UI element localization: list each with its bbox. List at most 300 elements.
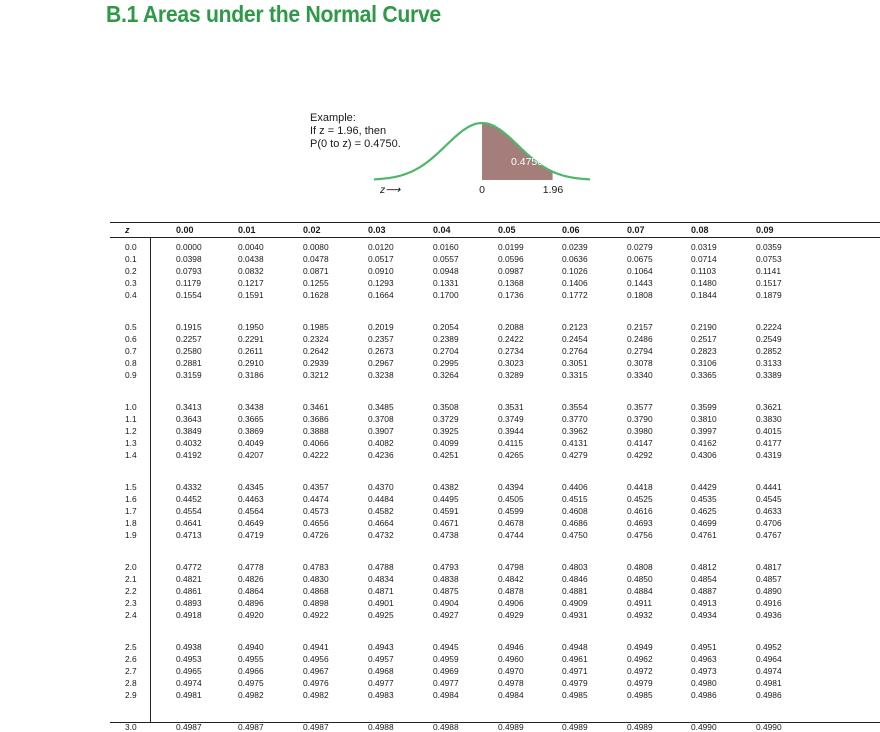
table-cell: 0.4525 — [627, 494, 653, 505]
table-cell: 0.3749 — [498, 414, 524, 425]
table-cell: 0.4192 — [176, 450, 202, 461]
table-cell: 0.1591 — [238, 290, 264, 301]
table-cell: 0.4988 — [368, 722, 394, 732]
table-cell: 0.3212 — [303, 370, 329, 381]
table-cell: 0.4943 — [368, 642, 394, 652]
row-z-label: 0.0 — [125, 242, 137, 252]
table-cell: 0.3665 — [238, 414, 264, 425]
table-cell: 0.0199 — [498, 242, 524, 252]
table-cell: 0.3962 — [562, 426, 588, 437]
z-column-rule — [150, 237, 151, 722]
row-z-label: 0.9 — [125, 370, 137, 381]
table-cell: 0.1406 — [562, 278, 588, 289]
table-cell: 0.2881 — [176, 358, 202, 369]
table-cell: 0.4985 — [627, 690, 653, 701]
table-cell: 0.4616 — [627, 506, 653, 517]
table-cell: 0.4881 — [562, 586, 588, 597]
table-cell: 0.4332 — [176, 482, 202, 492]
table-cell: 0.4893 — [176, 598, 202, 609]
table-cell: 0.4495 — [433, 494, 459, 505]
table-cell: 0.4967 — [303, 666, 329, 677]
table-cell: 0.3438 — [238, 402, 264, 412]
table-cell: 0.1443 — [627, 278, 653, 289]
table-cell: 0.4973 — [691, 666, 717, 677]
table-cell: 0.4901 — [368, 598, 394, 609]
row-z-label: 2.9 — [125, 690, 137, 701]
header-col: 0.09 — [756, 225, 774, 235]
table-cell: 0.3708 — [368, 414, 394, 425]
table-cell: 0.1480 — [691, 278, 717, 289]
table-cell: 0.1064 — [627, 266, 653, 277]
table-top-rule — [110, 222, 880, 223]
table-cell: 0.4441 — [756, 482, 782, 492]
table-cell: 0.4941 — [303, 642, 329, 652]
row-z-label: 0.5 — [125, 322, 137, 332]
table-cell: 0.4936 — [756, 610, 782, 621]
table-cell: 0.4966 — [238, 666, 264, 677]
table-cell: 0.4971 — [562, 666, 588, 677]
table-cell: 0.4641 — [176, 518, 202, 529]
row-z-label: 2.3 — [125, 598, 137, 609]
table-cell: 0.4969 — [433, 666, 459, 677]
table-cell: 0.4292 — [627, 450, 653, 461]
table-cell: 0.1628 — [303, 290, 329, 301]
row-z-label: 1.8 — [125, 518, 137, 529]
table-cell: 0.0753 — [756, 254, 782, 265]
table-cell: 0.4452 — [176, 494, 202, 505]
row-z-label: 1.2 — [125, 426, 137, 437]
table-cell: 0.4803 — [562, 562, 588, 572]
table-cell: 0.4927 — [433, 610, 459, 621]
row-z-label: 2.6 — [125, 654, 137, 665]
table-cell: 0.4656 — [303, 518, 329, 529]
table-cell: 0.4625 — [691, 506, 717, 517]
table-cell: 0.4131 — [562, 438, 588, 449]
table-cell: 0.4918 — [176, 610, 202, 621]
table-cell: 0.2794 — [627, 346, 653, 357]
table-cell: 0.2939 — [303, 358, 329, 369]
table-cell: 0.4948 — [562, 642, 588, 652]
table-cell: 0.0675 — [627, 254, 653, 265]
table-cell: 0.4783 — [303, 562, 329, 572]
table-cell: 0.4989 — [627, 722, 653, 732]
table-cell: 0.4964 — [756, 654, 782, 665]
table-cell: 0.4306 — [691, 450, 717, 461]
table-cell: 0.3686 — [303, 414, 329, 425]
table-cell: 0.2910 — [238, 358, 264, 369]
example-line-2: If z = 1.96, then — [310, 125, 387, 137]
table-cell: 0.4931 — [562, 610, 588, 621]
table-cell: 0.4798 — [498, 562, 524, 572]
table-cell: 0.4953 — [176, 654, 202, 665]
table-cell: 0.4463 — [238, 494, 264, 505]
table-cell: 0.4177 — [756, 438, 782, 449]
table-cell: 0.4664 — [368, 518, 394, 529]
table-cell: 0.1950 — [238, 322, 264, 332]
table-cell: 0.4015 — [756, 426, 782, 437]
table-cell: 0.4975 — [238, 678, 264, 689]
table-cell: 0.3577 — [627, 402, 653, 412]
table-cell: 0.4429 — [691, 482, 717, 492]
row-z-label: 0.7 — [125, 346, 137, 357]
table-cell: 0.3289 — [498, 370, 524, 381]
table-cell: 0.0000 — [176, 242, 202, 252]
table-cell: 0.4573 — [303, 506, 329, 517]
table-cell: 0.3023 — [498, 358, 524, 369]
header-col: 0.02 — [303, 225, 321, 235]
table-cell: 0.4564 — [238, 506, 264, 517]
table-cell: 0.2852 — [756, 346, 782, 357]
table-cell: 0.4977 — [433, 678, 459, 689]
table-cell: 0.2517 — [691, 334, 717, 345]
table-cell: 0.1664 — [368, 290, 394, 301]
table-cell: 0.4916 — [756, 598, 782, 609]
table-cell: 0.4608 — [562, 506, 588, 517]
row-z-label: 1.9 — [125, 530, 137, 541]
table-cell: 0.2486 — [627, 334, 653, 345]
table-cell: 0.1517 — [756, 278, 782, 289]
table-cell: 0.1554 — [176, 290, 202, 301]
table-cell: 0.0279 — [627, 242, 653, 252]
table-cell: 0.1915 — [176, 322, 202, 332]
z-value-label: 1.96 — [542, 184, 564, 196]
table-cell: 0.4633 — [756, 506, 782, 517]
table-cell: 0.4989 — [498, 722, 524, 732]
table-cell: 0.1103 — [691, 266, 716, 277]
table-cell: 0.4984 — [433, 690, 459, 701]
table-cell: 0.1026 — [562, 266, 588, 277]
table-cell: 0.4474 — [303, 494, 329, 505]
table-cell: 0.3729 — [433, 414, 459, 425]
table-cell: 0.4251 — [433, 450, 459, 461]
table-cell: 0.4990 — [756, 722, 782, 732]
table-cell: 0.4887 — [691, 586, 717, 597]
table-cell: 0.4988 — [433, 722, 459, 732]
row-z-label: 2.4 — [125, 610, 137, 621]
table-cell: 0.4970 — [498, 666, 524, 677]
table-cell: 0.3554 — [562, 402, 588, 412]
table-cell: 0.4875 — [433, 586, 459, 597]
table-cell: 0.4834 — [368, 574, 394, 585]
header-col: 0.04 — [433, 225, 451, 235]
table-cell: 0.4756 — [627, 530, 653, 541]
table-cell: 0.4982 — [238, 690, 264, 701]
table-cell: 0.0714 — [691, 254, 717, 265]
table-cell: 0.3461 — [303, 402, 329, 412]
row-z-label: 0.6 — [125, 334, 137, 345]
table-cell: 0.4962 — [627, 654, 653, 665]
table-cell: 0.2389 — [433, 334, 459, 345]
area-label: 0.4750 — [511, 156, 544, 168]
table-cell: 0.4972 — [627, 666, 653, 677]
table-cell: 0.2123 — [562, 322, 588, 332]
table-cell: 0.3051 — [562, 358, 588, 369]
table-cell: 0.4925 — [368, 610, 394, 621]
table-cell: 0.4983 — [368, 690, 394, 701]
table-cell: 0.4484 — [368, 494, 394, 505]
table-cell: 0.0120 — [368, 242, 394, 252]
header-col: 0.01 — [238, 225, 256, 235]
table-cell: 0.4817 — [756, 562, 782, 572]
table-cell: 0.4382 — [433, 482, 459, 492]
table-cell: 0.4861 — [176, 586, 202, 597]
table-cell: 0.4554 — [176, 506, 202, 517]
table-cell: 0.4987 — [303, 722, 329, 732]
table-cell: 0.0871 — [303, 266, 329, 277]
table-cell: 0.1179 — [176, 278, 201, 289]
table-cell: 0.0557 — [433, 254, 459, 265]
table-cell: 0.4884 — [627, 586, 653, 597]
table-cell: 0.4719 — [238, 530, 264, 541]
table-cell: 0.4515 — [562, 494, 588, 505]
table-cell: 0.4418 — [627, 482, 653, 492]
table-cell: 0.3997 — [691, 426, 717, 437]
table-cell: 0.2157 — [627, 322, 653, 332]
page-title: B.1 Areas under the Normal Curve — [106, 1, 441, 27]
table-cell: 0.4846 — [562, 574, 588, 585]
row-z-label: 0.8 — [125, 358, 137, 369]
table-cell: 0.0478 — [303, 254, 329, 265]
table-cell: 0.3413 — [176, 402, 202, 412]
row-z-label: 2.2 — [125, 586, 137, 597]
table-cell: 0.4842 — [498, 574, 524, 585]
table-cell: 0.0160 — [433, 242, 459, 252]
table-cell: 0.0080 — [303, 242, 329, 252]
table-cell: 0.3830 — [756, 414, 782, 425]
table-cell: 0.4965 — [176, 666, 202, 677]
table-cell: 0.4767 — [756, 530, 782, 541]
table-cell: 0.4706 — [756, 518, 782, 529]
table-cell: 0.3106 — [691, 358, 717, 369]
table-cell: 0.3599 — [691, 402, 717, 412]
table-cell: 0.4671 — [433, 518, 459, 529]
table-cell: 0.2054 — [433, 322, 459, 332]
table-cell: 0.3810 — [691, 414, 717, 425]
table-cell: 0.3643 — [176, 414, 202, 425]
table-cell: 0.4898 — [303, 598, 329, 609]
normal-curve-figure — [370, 100, 610, 200]
table-cell: 0.3238 — [368, 370, 394, 381]
table-cell: 0.3133 — [756, 358, 782, 369]
table-cell: 0.4955 — [238, 654, 264, 665]
table-cell: 0.4505 — [498, 494, 524, 505]
table-cell: 0.4591 — [433, 506, 459, 517]
table-cell: 0.4032 — [176, 438, 202, 449]
table-cell: 0.4990 — [691, 722, 717, 732]
header-z: z — [125, 225, 130, 235]
table-cell: 0.4854 — [691, 574, 717, 585]
table-cell: 0.2324 — [303, 334, 329, 345]
row-z-label: 0.1 — [125, 254, 137, 265]
table-cell: 0.4357 — [303, 482, 329, 492]
table-cell: 0.4896 — [238, 598, 264, 609]
table-cell: 0.2224 — [756, 322, 782, 332]
table-cell: 0.4761 — [691, 530, 717, 541]
row-z-label: 1.7 — [125, 506, 137, 517]
table-cell: 0.4830 — [303, 574, 329, 585]
table-cell: 0.1217 — [238, 278, 264, 289]
table-cell: 0.1368 — [498, 278, 524, 289]
table-cell: 0.4812 — [691, 562, 717, 572]
header-col: 0.05 — [498, 225, 516, 235]
table-cell: 0.1808 — [627, 290, 653, 301]
table-cell: 0.3790 — [627, 414, 653, 425]
table-cell: 0.4394 — [498, 482, 524, 492]
table-cell: 0.4986 — [756, 690, 782, 701]
table-cell: 0.4890 — [756, 586, 782, 597]
table-cell: 0.0040 — [238, 242, 264, 252]
row-z-label: 1.3 — [125, 438, 137, 449]
table-cell: 0.4222 — [303, 450, 329, 461]
table-cell: 0.4960 — [498, 654, 524, 665]
table-cell: 0.4868 — [303, 586, 329, 597]
table-cell: 0.2995 — [433, 358, 459, 369]
table-cell: 0.4744 — [498, 530, 524, 541]
table-cell: 0.4904 — [433, 598, 459, 609]
table-cell: 0.4940 — [238, 642, 264, 652]
table-cell: 0.4920 — [238, 610, 264, 621]
table-cell: 0.4949 — [627, 642, 653, 652]
table-cell: 0.4726 — [303, 530, 329, 541]
table-cell: 0.4162 — [691, 438, 717, 449]
table-cell: 0.1879 — [756, 290, 782, 301]
table-cell: 0.4599 — [498, 506, 524, 517]
table-cell: 0.2291 — [238, 334, 264, 345]
table-cell: 0.2642 — [303, 346, 329, 357]
table-cell: 0.2611 — [238, 346, 263, 357]
table-cell: 0.3340 — [627, 370, 653, 381]
table-cell: 0.4922 — [303, 610, 329, 621]
row-z-label: 2.0 — [125, 562, 137, 572]
table-cell: 0.0319 — [691, 242, 717, 252]
table-cell: 0.3264 — [433, 370, 459, 381]
row-z-label: 0.2 — [125, 266, 137, 277]
table-cell: 0.0832 — [238, 266, 264, 277]
table-cell: 0.4693 — [627, 518, 653, 529]
table-cell: 0.4406 — [562, 482, 588, 492]
table-cell: 0.4957 — [368, 654, 394, 665]
header-col: 0.08 — [691, 225, 709, 235]
table-cell: 0.2454 — [562, 334, 588, 345]
table-cell: 0.4977 — [368, 678, 394, 689]
table-cell: 0.1141 — [756, 266, 781, 277]
table-cell: 0.2734 — [498, 346, 524, 357]
table-cell: 0.3186 — [238, 370, 264, 381]
table-cell: 0.4932 — [627, 610, 653, 621]
table-cell: 0.4929 — [498, 610, 524, 621]
table-cell: 0.4906 — [498, 598, 524, 609]
table-cell: 0.4909 — [562, 598, 588, 609]
table-cell: 0.4236 — [368, 450, 394, 461]
table-cell: 0.4838 — [433, 574, 459, 585]
row-z-label: 1.5 — [125, 482, 137, 492]
table-cell: 0.4699 — [691, 518, 717, 529]
table-cell: 0.3365 — [691, 370, 717, 381]
table-cell: 0.2190 — [691, 322, 717, 332]
table-cell: 0.4979 — [562, 678, 588, 689]
table-cell: 0.4265 — [498, 450, 524, 461]
table-cell: 0.4911 — [627, 598, 652, 609]
table-cell: 0.4649 — [238, 518, 264, 529]
table-cell: 0.4793 — [433, 562, 459, 572]
table-cell: 0.2357 — [368, 334, 394, 345]
table-cell: 0.2019 — [368, 322, 394, 332]
table-cell: 0.4713 — [176, 530, 202, 541]
table-cell: 0.4778 — [238, 562, 264, 572]
table-cell: 0.4788 — [368, 562, 394, 572]
table-cell: 0.1844 — [691, 290, 717, 301]
table-cell: 0.4319 — [756, 450, 782, 461]
row-z-label: 0.4 — [125, 290, 137, 301]
table-cell: 0.4850 — [627, 574, 653, 585]
table-cell: 0.2257 — [176, 334, 202, 345]
table-cell: 0.3621 — [756, 402, 782, 412]
table-cell: 0.4980 — [691, 678, 717, 689]
shaded-area — [482, 123, 553, 180]
header-col: 0.03 — [368, 225, 386, 235]
table-cell: 0.3907 — [368, 426, 394, 437]
table-cell: 0.4279 — [562, 450, 588, 461]
table-cell: 0.0636 — [562, 254, 588, 265]
table-cell: 0.3485 — [368, 402, 394, 412]
table-cell: 0.3888 — [303, 426, 329, 437]
table-cell: 0.4738 — [433, 530, 459, 541]
table-cell: 0.4545 — [756, 494, 782, 505]
table-cell: 0.2764 — [562, 346, 588, 357]
table-cell: 0.4956 — [303, 654, 329, 665]
table-cell: 0.2580 — [176, 346, 202, 357]
table-cell: 0.4750 — [562, 530, 588, 541]
table-cell: 0.4982 — [303, 690, 329, 701]
header-col: 0.07 — [627, 225, 645, 235]
table-cell: 0.4871 — [368, 586, 394, 597]
table-cell: 0.0793 — [176, 266, 202, 277]
row-z-label: 1.1 — [125, 414, 137, 425]
table-cell: 0.4582 — [368, 506, 394, 517]
table-cell: 0.3315 — [562, 370, 588, 381]
table-cell: 0.4985 — [562, 690, 588, 701]
table-cell: 0.4938 — [176, 642, 202, 652]
table-cell: 0.4934 — [691, 610, 717, 621]
row-z-label: 0.3 — [125, 278, 137, 289]
table-cell: 0.1736 — [498, 290, 524, 301]
table-cell: 0.4826 — [238, 574, 264, 585]
example-line-1: Example: — [310, 112, 356, 124]
table-cell: 0.4987 — [238, 722, 264, 732]
table-cell: 0.4987 — [176, 722, 202, 732]
table-cell: 0.3770 — [562, 414, 588, 425]
table-cell: 0.2673 — [368, 346, 394, 357]
table-cell: 0.0948 — [433, 266, 459, 277]
table-cell: 0.4979 — [627, 678, 653, 689]
table-cell: 0.4951 — [691, 642, 717, 652]
table-cell: 0.4066 — [303, 438, 329, 449]
table-cell: 0.4945 — [433, 642, 459, 652]
header-col: 0.06 — [562, 225, 580, 235]
table-cell: 0.2967 — [368, 358, 394, 369]
table-cell: 0.4976 — [303, 678, 329, 689]
table-cell: 0.1985 — [303, 322, 329, 332]
table-cell: 0.3944 — [498, 426, 524, 437]
table-cell: 0.4974 — [176, 678, 202, 689]
table-header-rule — [110, 237, 880, 238]
table-cell: 0.0239 — [562, 242, 588, 252]
table-cell: 0.3508 — [433, 402, 459, 412]
table-cell: 0.4049 — [238, 438, 264, 449]
table-cell: 0.3159 — [176, 370, 202, 381]
table-cell: 0.4946 — [498, 642, 524, 652]
table-cell: 0.2704 — [433, 346, 459, 357]
